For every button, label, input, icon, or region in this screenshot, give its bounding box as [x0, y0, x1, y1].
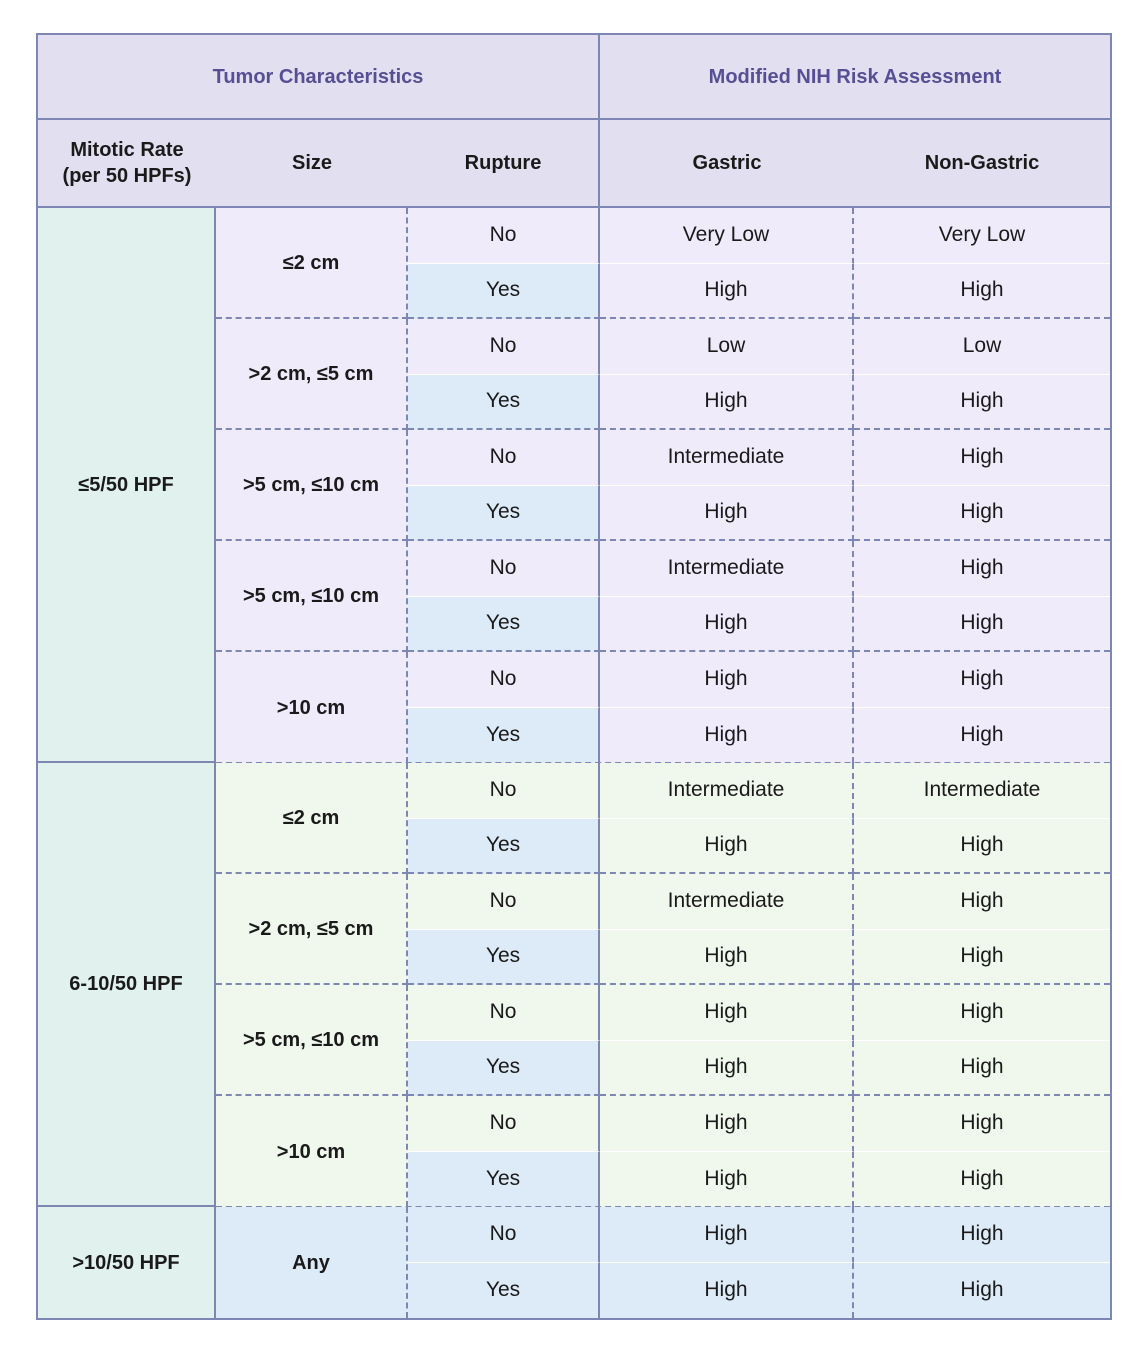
rupture-cell: No [408, 652, 600, 708]
rupture-cell: Yes [408, 708, 600, 764]
non-gastric-risk-cell: High [854, 264, 1110, 320]
mitotic-rate-cell: 6-10/50 HPF [38, 763, 216, 1207]
non-gastric-risk-cell: High [854, 874, 1110, 930]
non-gastric-risk-cell: High [854, 652, 1110, 708]
non-gastric-risk-cell: High [854, 708, 1110, 764]
rupture-cell: Yes [408, 819, 600, 875]
non-gastric-risk-cell: High [854, 430, 1110, 486]
gastric-risk-cell: High [600, 1041, 854, 1097]
non-gastric-risk-cell: High [854, 486, 1110, 542]
rupture-cell: Yes [408, 1152, 600, 1208]
size-cell: >10 cm [216, 652, 408, 763]
size-cell: >5 cm, ≤10 cm [216, 430, 408, 541]
rupture-cell: Yes [408, 264, 600, 320]
rupture-cell: No [408, 541, 600, 597]
size-cell: >2 cm, ≤5 cm [216, 319, 408, 430]
non-gastric-risk-cell: High [854, 1041, 1110, 1097]
non-gastric-risk-cell: High [854, 597, 1110, 653]
rupture-cell: No [408, 1096, 600, 1152]
non-gastric-risk-cell: High [854, 1152, 1110, 1208]
gastric-risk-cell: High [600, 708, 854, 764]
group-header-tumor-characteristics: Tumor Characteristics [38, 35, 600, 120]
non-gastric-risk-cell: High [854, 985, 1110, 1041]
gastric-risk-cell: Intermediate [600, 541, 854, 597]
rupture-cell: No [408, 985, 600, 1041]
size-cell: >2 cm, ≤5 cm [216, 874, 408, 985]
size-cell: >5 cm, ≤10 cm [216, 541, 408, 652]
non-gastric-risk-cell: High [854, 930, 1110, 986]
non-gastric-risk-cell: High [854, 1263, 1110, 1319]
column-header-rupture: Rupture [408, 120, 600, 208]
group-header-nih-risk-assessment: Modified NIH Risk Assessment [600, 35, 1110, 120]
mitotic-rate-cell: ≤5/50 HPF [38, 208, 216, 763]
rupture-cell: No [408, 874, 600, 930]
rupture-cell: Yes [408, 375, 600, 431]
non-gastric-risk-cell: Intermediate [854, 763, 1110, 819]
gastric-risk-cell: High [600, 264, 854, 320]
risk-assessment-table [36, 33, 1112, 1320]
gastric-risk-cell: High [600, 819, 854, 875]
gastric-risk-cell: High [600, 1207, 854, 1263]
size-cell: >10 cm [216, 1096, 408, 1207]
gastric-risk-cell: High [600, 652, 854, 708]
non-gastric-risk-cell: High [854, 1207, 1110, 1263]
column-header-size: Size [216, 120, 408, 208]
rupture-cell: Yes [408, 486, 600, 542]
rupture-cell: Yes [408, 597, 600, 653]
gastric-risk-cell: High [600, 597, 854, 653]
gastric-risk-cell: Low [600, 319, 854, 375]
gastric-risk-cell: High [600, 985, 854, 1041]
gastric-risk-cell: High [600, 930, 854, 986]
non-gastric-risk-cell: High [854, 819, 1110, 875]
gastric-risk-cell: Very Low [600, 208, 854, 264]
column-header-mitotic-rate: Mitotic Rate (per 50 HPFs) [38, 120, 216, 208]
mitotic-rate-cell: >10/50 HPF [38, 1207, 216, 1318]
non-gastric-risk-cell: Low [854, 319, 1110, 375]
rupture-cell: No [408, 208, 600, 264]
gastric-risk-cell: High [600, 1263, 854, 1319]
rupture-cell: No [408, 430, 600, 486]
size-cell: ≤2 cm [216, 208, 408, 319]
rupture-cell: Yes [408, 1041, 600, 1097]
gastric-risk-cell: High [600, 486, 854, 542]
gastric-risk-cell: High [600, 1096, 854, 1152]
rupture-cell: No [408, 763, 600, 819]
gastric-risk-cell: High [600, 1152, 854, 1208]
rupture-cell: Yes [408, 1263, 600, 1319]
rupture-cell: No [408, 319, 600, 375]
rupture-cell: Yes [408, 930, 600, 986]
column-header-gastric: Gastric [600, 120, 854, 208]
size-cell: Any [216, 1207, 408, 1318]
rupture-cell: No [408, 1207, 600, 1263]
gastric-risk-cell: Intermediate [600, 430, 854, 486]
non-gastric-risk-cell: High [854, 541, 1110, 597]
non-gastric-risk-cell: High [854, 375, 1110, 431]
gastric-risk-cell: High [600, 375, 854, 431]
non-gastric-risk-cell: Very Low [854, 208, 1110, 264]
size-cell: ≤2 cm [216, 763, 408, 874]
size-cell: >5 cm, ≤10 cm [216, 985, 408, 1096]
gastric-risk-cell: Intermediate [600, 874, 854, 930]
column-header-non-gastric: Non-Gastric [854, 120, 1110, 208]
non-gastric-risk-cell: High [854, 1096, 1110, 1152]
gastric-risk-cell: Intermediate [600, 763, 854, 819]
